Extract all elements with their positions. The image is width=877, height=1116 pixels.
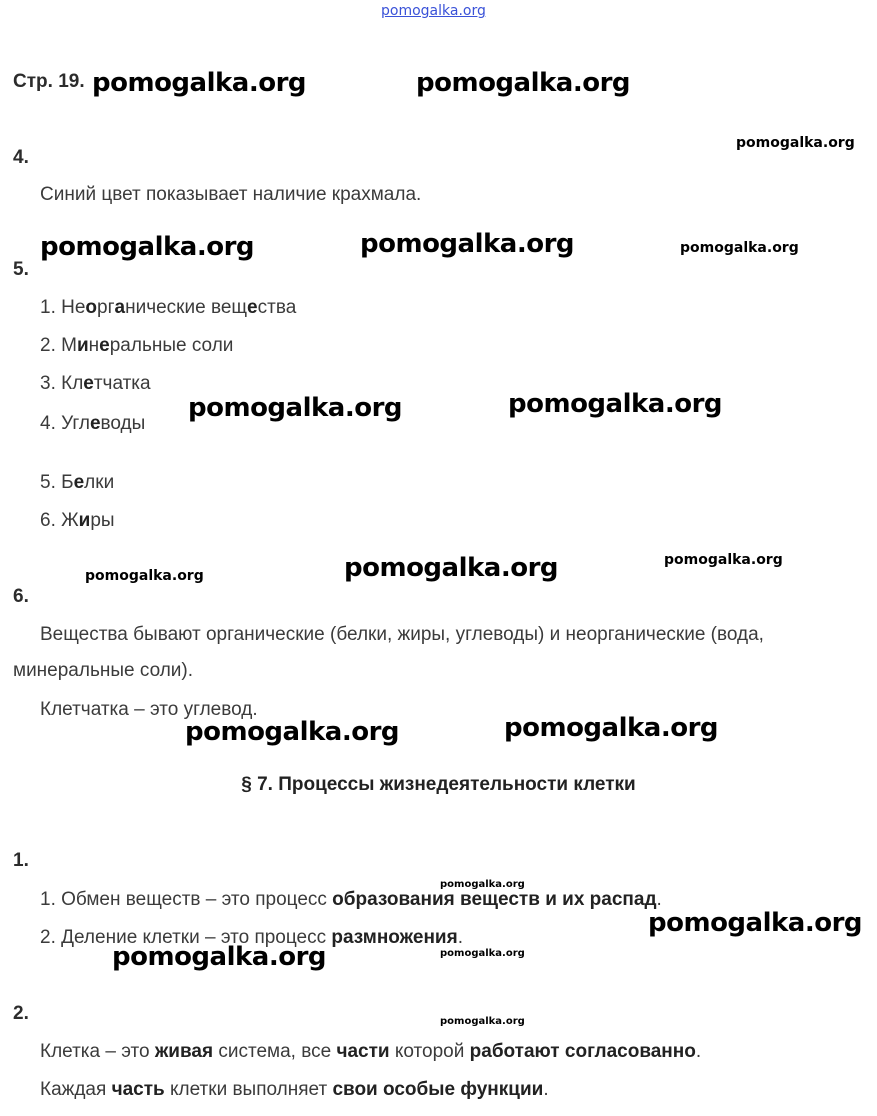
section-answer-1-line2: 2. Деление клетки – это процесс размножения.	[40, 927, 463, 948]
watermark: pomogalka.org	[440, 1016, 525, 1027]
section-answer-1-line1: 1. Обмен веществ – это процесс образования веществ и их распад.	[40, 889, 662, 910]
watermark: pomogalka.org	[360, 229, 575, 259]
section-answer-2-line2: Каждая часть клетки выполняет свои особые функции.	[40, 1079, 549, 1100]
watermark: pomogalka.org	[736, 135, 855, 151]
list-item: 5. Белки	[40, 472, 115, 493]
watermark: pomogalka.org	[185, 717, 400, 747]
section-title: § 7. Процессы жизнедеятельности клетки	[241, 774, 636, 795]
list-item: 2. Минеральные соли	[40, 335, 234, 356]
section-question-number-1: 1.	[13, 850, 29, 871]
watermark: pomogalka.org	[85, 568, 204, 584]
watermark: pomogalka.org	[40, 232, 255, 262]
watermark: pomogalka.org	[664, 552, 783, 568]
watermark: pomogalka.org	[680, 240, 799, 256]
list-item: 1. Неорганические вещества	[40, 297, 297, 318]
page-label: Стр. 19.	[13, 71, 85, 92]
watermark: pomogalka.org	[92, 68, 307, 98]
list-item: 6. Жиры	[40, 510, 115, 531]
answer-6-line3: Клетчатка – это углевод.	[40, 699, 258, 720]
watermark: pomogalka.org	[504, 713, 719, 743]
answer-6-line2: минеральные соли).	[13, 660, 194, 681]
question-number-5: 5.	[13, 259, 29, 280]
question-number-6: 6.	[13, 586, 29, 607]
watermark: pomogalka.org	[416, 68, 631, 98]
watermark: pomogalka.org	[440, 948, 525, 959]
watermark: pomogalka.org	[508, 389, 723, 419]
answer-4-text: Синий цвет показывает наличие крахмала.	[40, 184, 422, 205]
question-number-4: 4.	[13, 147, 29, 168]
section-question-number-2: 2.	[13, 1003, 29, 1024]
section-answer-2-line1: Клетка – это живая система, все части которой работают согласованно.	[40, 1041, 702, 1062]
list-item: 4. Углеводы	[40, 413, 146, 434]
watermark: pomogalka.org	[112, 942, 327, 972]
watermark: pomogalka.org	[188, 393, 403, 423]
watermark: pomogalka.org	[344, 553, 559, 583]
list-item: 3. Клетчатка	[40, 373, 151, 394]
watermark: pomogalka.org	[440, 879, 525, 890]
header-watermark-link[interactable]: pomogalka.org	[381, 3, 486, 19]
watermark: pomogalka.org	[648, 908, 863, 938]
answer-6-line1: Вещества бывают органические (белки, жиры, углеводы) и неорганические (вода,	[40, 624, 764, 645]
